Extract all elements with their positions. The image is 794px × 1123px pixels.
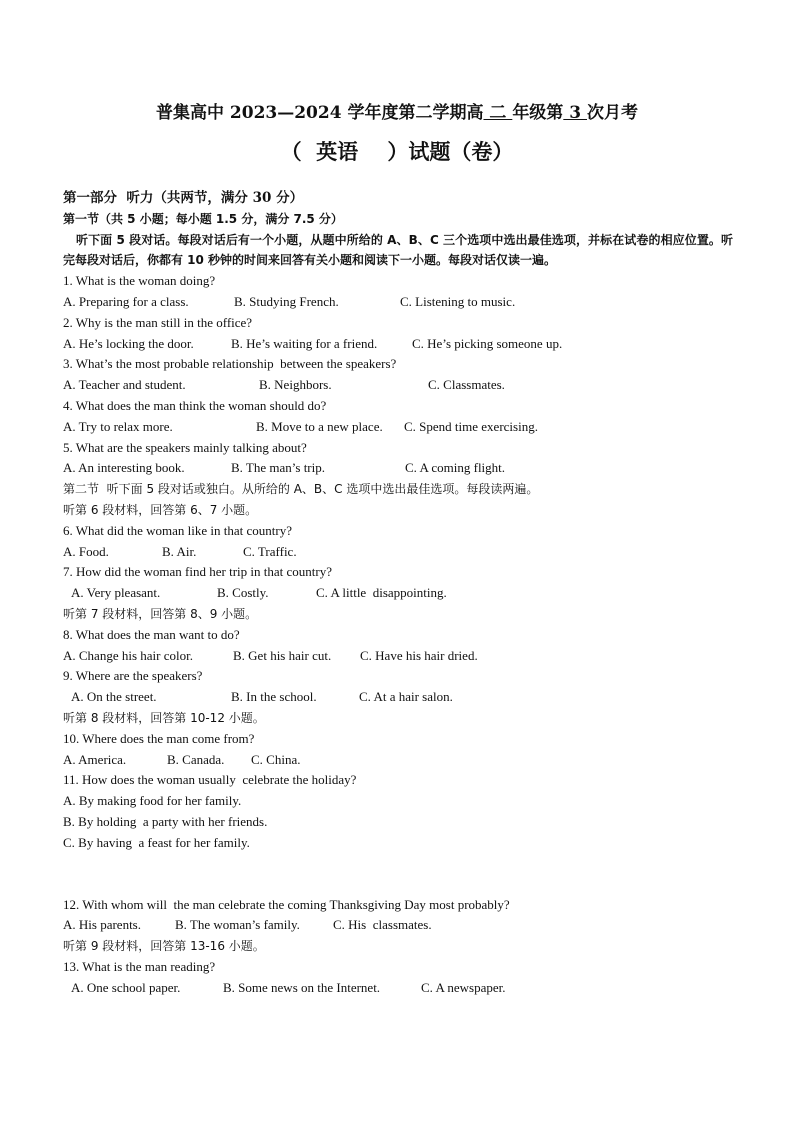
option-11-a: A. By making food for her family. [63,793,242,809]
question-1: 1. What is the woman doing? [63,273,216,289]
question-13: 13. What is the man reading? [63,958,216,974]
options-12 [63,915,733,936]
question-3: 3. What’s the most probable relationship between the speakers? [63,356,397,372]
question-6: 6. What did the woman like in that country? [63,522,293,538]
question-7: 7. How did the woman find her trip in that country? [63,564,332,580]
question-4: 4. What does the man think the woman should do? [63,397,327,413]
question-11: 11. How does the woman usually celebrate the holiday? [63,772,357,788]
options-6 [63,542,733,563]
title-suffix: 次月考 [586,103,638,123]
options-5 [63,458,733,479]
question-2: 2. Why is the man still in the office? [63,314,253,330]
option-b: B. Canada. [167,751,225,767]
option-11-c: C. By having a feast for her family. [63,834,250,850]
title-mid: 年级第 [512,103,564,123]
option-a: A. He’s locking the door. [63,335,194,351]
option-c: C. China. [251,751,301,767]
material-8-note: 听第 8 段材料，回答第 10-12 小题。 [63,710,265,725]
option-c: C. Traffic. [243,543,297,559]
option-a: A. America. [63,751,127,767]
section1-instructions: 听下面 5 段对话。每段对话后有一个小题，从题中所给的 A、B、C 三个选项中选出最佳选项，并标在试卷的相应位置。听完每段对话后，你都有 10 秒钟的时间来回答有关小题和阅读下一小题。每段对话仅读一遍。 [63,232,733,268]
option-c: C. Classmates. [428,377,505,393]
option-b: B. He’s waiting for a friend. [231,335,378,351]
option-11-b: B. By holding a party with her friends. [63,813,268,829]
option-b: B. Neighbors. [259,377,332,393]
option-a: A. One school paper. [71,979,181,995]
option-a: A. Try to relax more. [63,418,173,434]
question-10: 10. Where does the man come from? [63,730,255,746]
exam-content [63,188,733,998]
option-c: C. At a hair salon. [359,689,453,705]
option-a: A. Very pleasant. [71,585,161,601]
options-8 [63,646,733,667]
question-12: 12. With whom will the man celebrate the coming Thanksgiving Day most probably? [63,896,510,912]
options-1 [63,292,733,313]
option-b: B. The man’s trip. [231,460,326,476]
option-b: B. Costly. [217,585,269,601]
option-c: C. A coming flight. [405,460,506,476]
option-a: A. Food. [63,543,109,559]
option-a: A. Teacher and student. [63,377,186,393]
question-5: 5. What are the speakers mainly talking about? [63,439,307,455]
option-b: B. Air. [162,543,197,559]
question-9: 9. Where are the speakers? [63,668,203,684]
option-c: C. Listening to music. [400,293,516,309]
question-8: 8. What does the man want to do? [63,626,240,642]
exam-title [0,98,794,123]
option-a: A. Change his hair color. [63,647,193,663]
material-9-note: 听第 9 段材料，回答第 13-16 小题。 [63,939,265,954]
options-4 [63,417,733,438]
options-2 [63,334,733,355]
option-c: C. He’s picking someone up. [412,335,563,351]
option-c: C. His classmates. [333,917,432,933]
section1-heading: 第一节（共 5 小题；每小题 1.5 分，满分 7.5 分） [63,211,343,226]
options-13 [63,978,733,999]
option-a: A. An interesting book. [63,460,185,476]
blank-space [63,854,733,895]
grade-blank: 二 [483,103,513,123]
option-a: A. Preparing for a class. [63,293,189,309]
option-b: B. Move to a new place. [256,418,383,434]
options-7 [63,583,733,604]
options-9 [63,687,733,708]
option-b: B. The woman’s family. [175,917,300,933]
material-7-note: 听第 7 段材料，回答第 8、9 小题。 [63,606,258,621]
option-a: A. His parents. [63,917,141,933]
option-b: B. In the school. [231,689,317,705]
option-a: A. On the street. [71,689,157,705]
option-b: B. Studying French. [234,293,339,309]
material-6-note: 听第 6 段材料，回答第 6、7 小题。 [63,502,258,517]
option-b: B. Get his hair cut. [233,647,332,663]
option-c: C. A little disappointing. [316,585,447,601]
option-c: C. Have his hair dried. [360,647,478,663]
option-c: C. A newspaper. [421,979,506,995]
title-prefix: 普集高中 2023—2024 学年度第二学期高 [156,103,484,123]
part1-heading: 第一部分 听力（共两节，满分 30 分） [63,190,304,206]
options-3 [63,375,733,396]
option-b: B. Some news on the Internet. [223,979,381,995]
option-c: C. Spend time exercising. [404,418,538,434]
section2-heading: 第二节 听下面 5 段对话或独白。从所给的 A、B、C 选项中选出最佳选项。每段读两遍。 [63,482,539,497]
exam-subtitle: （ 英语 ）试题（卷） [280,139,514,164]
options-10 [63,750,733,771]
month-blank: 3 [563,103,587,123]
